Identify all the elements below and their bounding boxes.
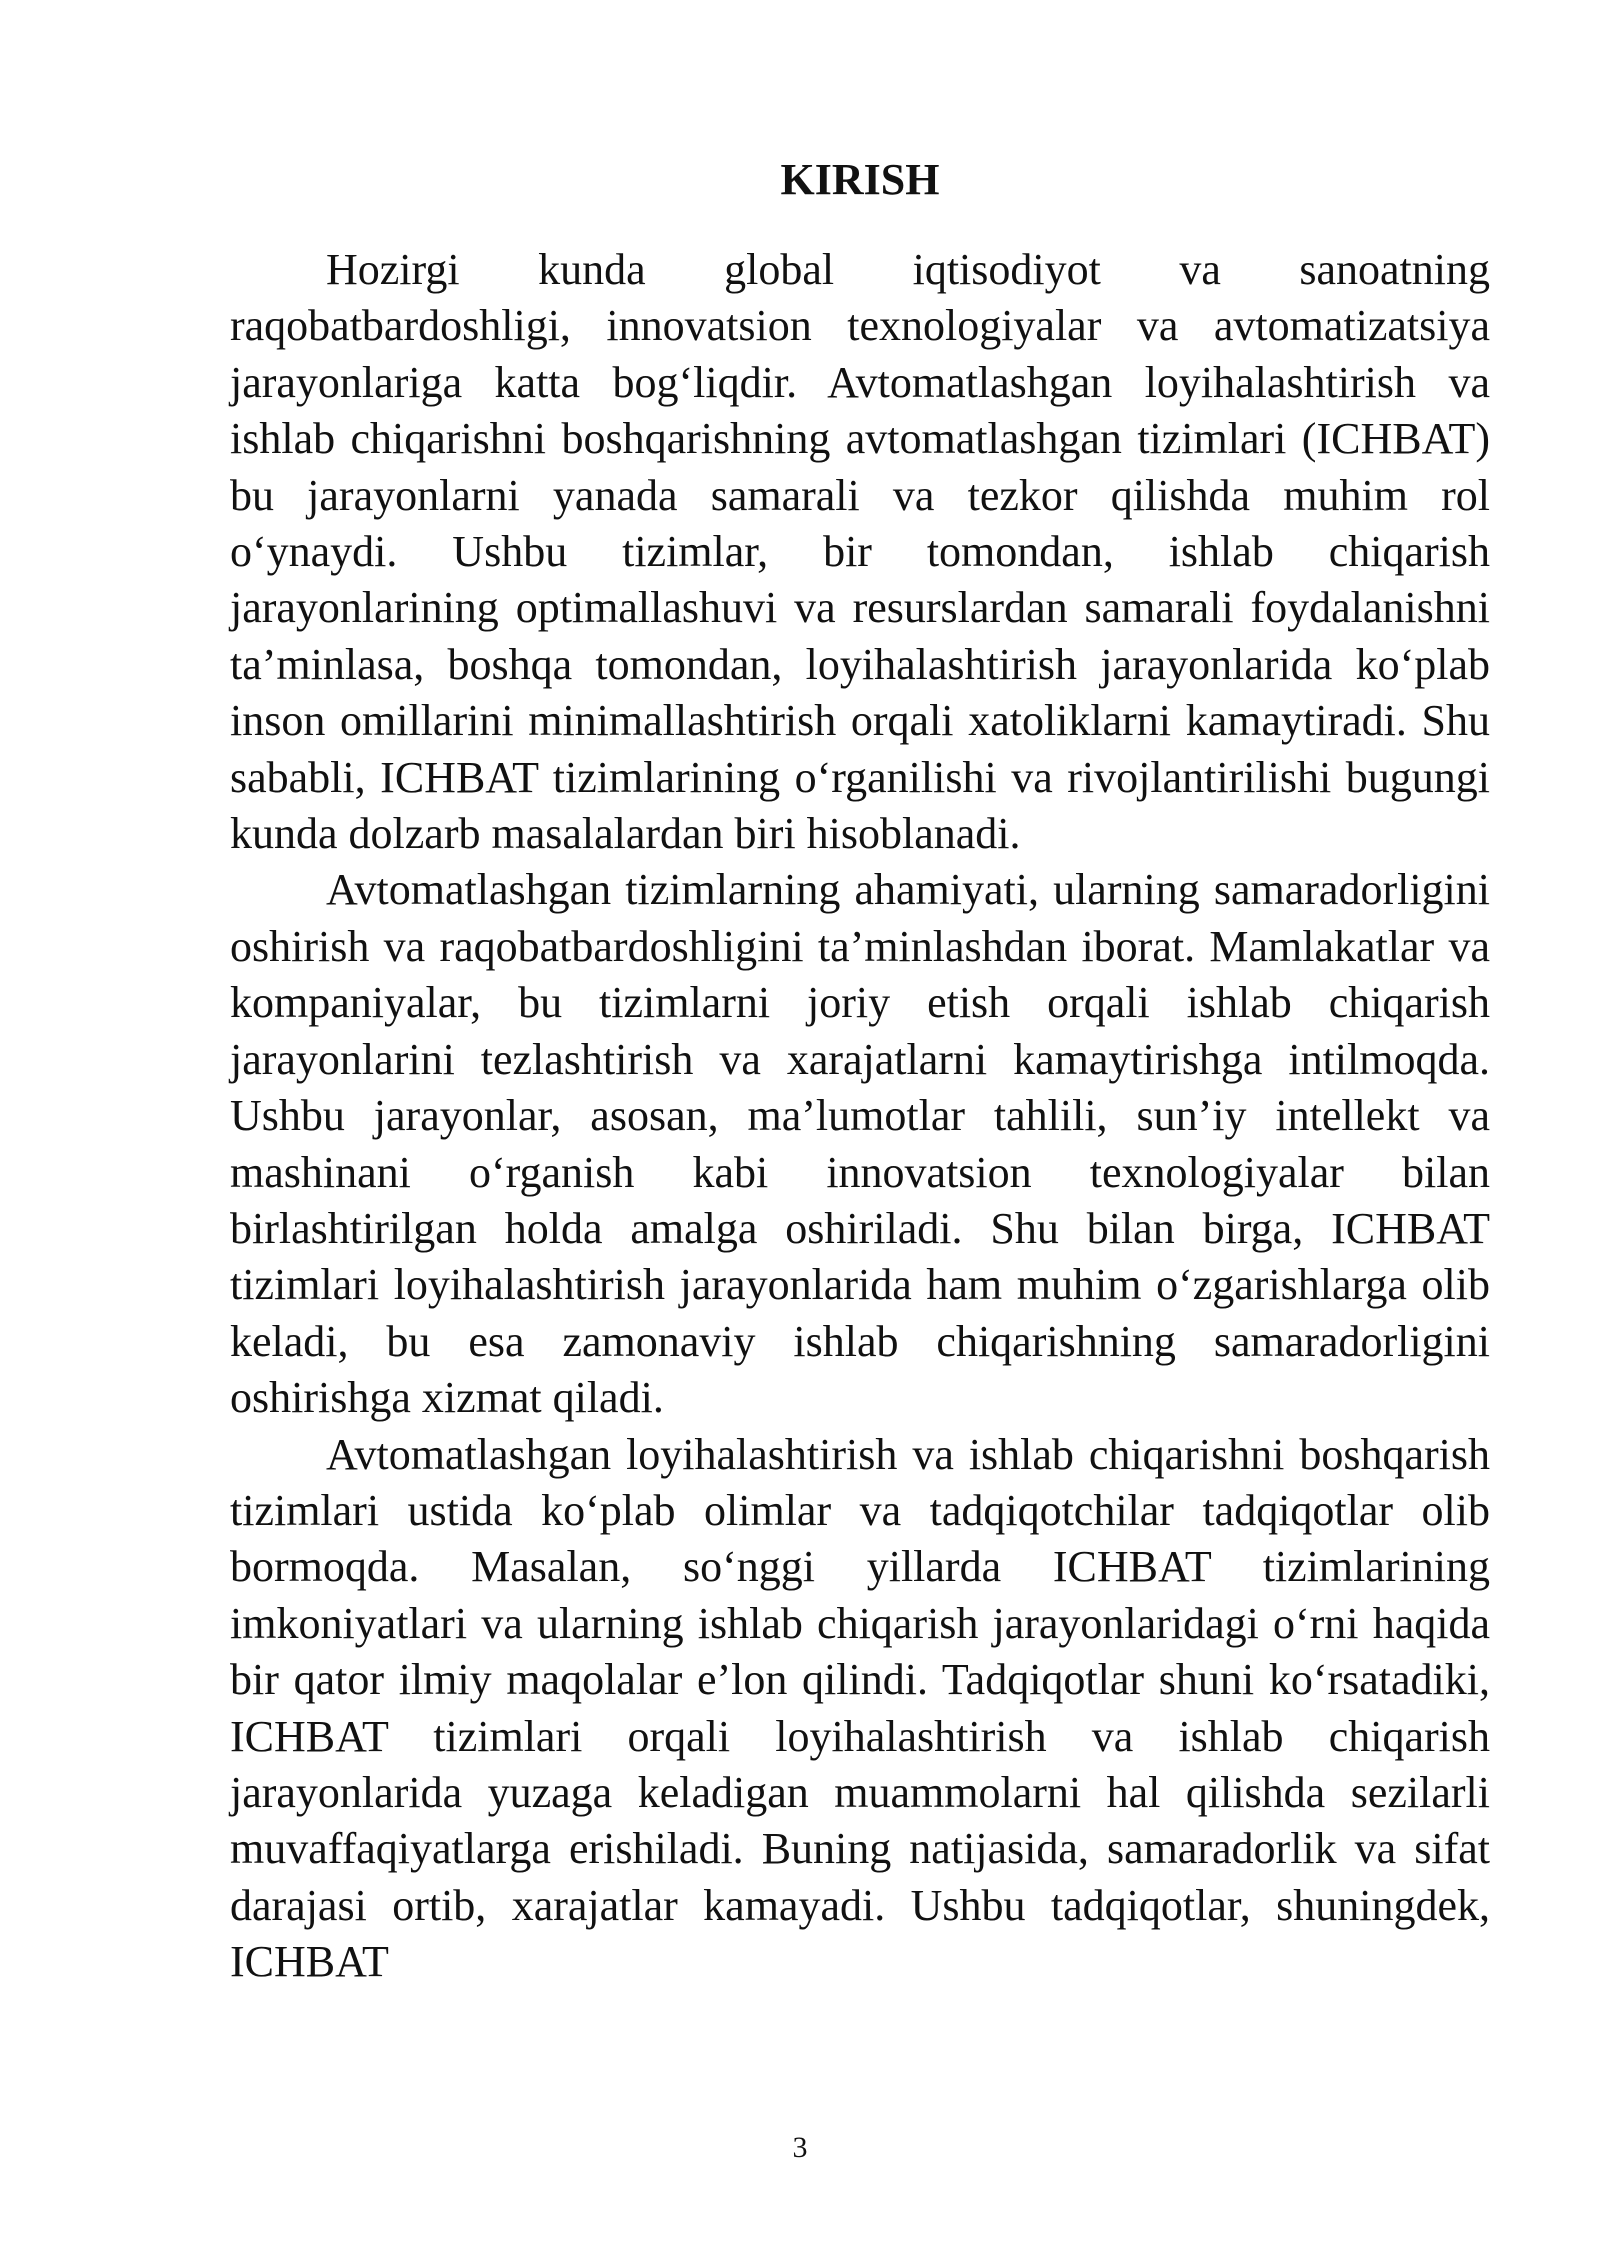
page-number: 3 — [792, 2131, 808, 2164]
section-heading: KIRISH — [780, 155, 940, 204]
body-text — [230, 242, 1490, 1991]
paragraph-2: Avtomatlashgan tizimlarning ahamiyati, ularning samaradorligini oshirish va raqobatbardoshligini ta’minlashdan iborat. Mamlakatlar va kompaniyalar, bu tizimlarni joriy etish orqali ishlab chiqarish jarayonlarini tezlashtirish va xarajatlarni kamaytirishga intilmoqda. Ushbu jarayonlar, asosan, ma’lumotlar tahlili, sun’iy intellekt va mashinani o‘rganish kabi innovatsion texnologiyalar bilan birlashtirilgan holda amalga oshiriladi. Shu bilan birga, ICHBAT tizimlari loyihalashtirish jarayonlarida ham muhim o‘zgarishlarga olib keladi, bu esa zamonaviy ishlab chiqarishning samaradorligini oshirishga xizmat qiladi. — [230, 865, 1490, 1423]
paragraph-3: Avtomatlashgan loyihalashtirish va ishlab chiqarishni boshqarish tizimlari ustida ko‘plab olimlar va tadqiqotchilar tadqiqotlar olib bormoqda. Masalan, so‘nggi yillarda ICHBAT tizimlarining imkoniyatlari va ularning ishlab chiqarish jarayonlaridagi o‘rni haqida bir qator ilmiy maqolalar e’lon qilindi. Tadqiqotlar shuni ko‘rsatadiki, ICHBAT tizimlari orqali loyihalashtirish va ishlab chiqarish jarayonlarida yuzaga keladigan muammolarni hal qilishda sezilarli muvaffaqiyatlarga erishiladi. Buning natijasida, samaradorlik va sifat darajasi ortib, xarajatlar kamayadi. Ushbu tadqiqotlar, shuningdek, ICHBAT — [230, 1429, 1490, 1987]
paragraph-1: Hozirgi kunda global iqtisodiyot va sanoatning raqobatbardoshligi, innovatsion texnologiyalar va avtomatizatsiya jarayonlariga katta bog‘liqdir. Avtomatlashgan loyihalashtirish va ishlab chiqarishni boshqarishning avtomatlashgan tizimlari (ICHBAT) bu jarayonlarni yanada samarali va tezkor qilishda muhim rol o‘ynaydi. Ushbu tizimlar, bir tomondan, ishlab chiqarish jarayonlarining optimallashuvi va resurslardan samarali foydalanishni ta’minlasa, boshqa tomondan, loyihalashtirish jarayonlarida ko‘plab inson omillarini minimallashtirish orqali xatoliklarni kamaytiradi. Shu sababli, ICHBAT tizimlarining o‘rganilishi va rivojlantirilishi bugungi kunda dolzarb masalalardan biri hisoblanadi. — [230, 245, 1490, 859]
